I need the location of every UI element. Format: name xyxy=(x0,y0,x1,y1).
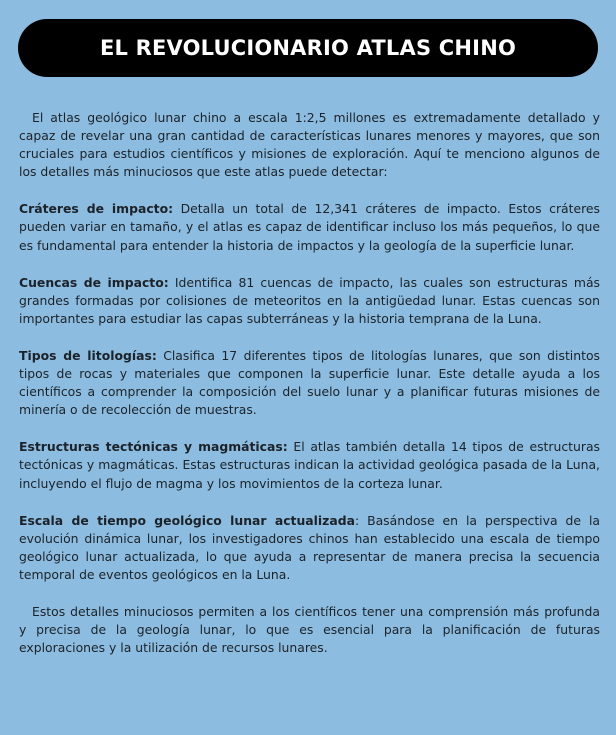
section-paragraph xyxy=(19,347,600,419)
intro-paragraph: El atlas geológico lunar chino a escala 1:2,5 millones es extremadamente detallado y capaz de revelar una gran cantidad de características lunares menores y mayores, que son cruciales para estudios científicos y misiones de exploración. Aquí te menciono algunos de los detalles más minuciosos que este atlas puede detectar: xyxy=(19,110,600,180)
conclusion-paragraph: Estos detalles minuciosos permiten a los científicos tener una comprensión más profunda y precisa de la geología lunar, lo que es esencial para la planificación de futuras exploraciones y la utilización de recursos lunares. xyxy=(19,603,600,656)
section-text: Identifica 81 cuencas de impacto, las cuales son estructuras más grandes formadas por colisiones de meteoritos en la antigüedad lunar. Estas cuencas son importantes para estudiar las capas subterráneas y la historia temprana de la Luna. xyxy=(19,274,601,326)
section-text: Clasifica 17 diferentes tipos de litologías lunares, que son distintos tipos de rocas y materiales que componen la superficie lunar. Este detalle ayuda a los científicos a comprender la composición del suelo lunar y a planificar futuras misiones de minería o de recolección de muestras. xyxy=(19,347,600,418)
article-body xyxy=(19,109,600,676)
section-text: El atlas también detalla 14 tipos de estructuras tectónicas y magmáticas. Estas estructuras indican la actividad geológica pasada de la Luna, incluyendo el flujo de magma y los movimientos de la corteza lunar. xyxy=(19,439,601,491)
title-banner xyxy=(18,19,598,77)
section-text: Detalla un total de 12,341 cráteres de impacto. Estos cráteres pueden variar en tamaño, y el atlas es capaz de identificar incluso los más pequeños, lo que es fundamental para entender la historia de impactos y la geología de la superficie lunar. xyxy=(19,201,601,253)
section-heading: Cráteres de impacto: xyxy=(19,201,174,217)
section-paragraph xyxy=(19,274,600,328)
section-heading: Estructuras tectónicas y magmáticas: xyxy=(19,439,288,455)
section-heading: Tipos de litologías: xyxy=(19,347,157,363)
section-text: : Basándose en la perspectiva de la evolución dinámica lunar, los investigadores chinos han establecido una escala de tiempo geológico lunar actualizada, lo que ayuda a representar de manera precisa la secuencia temporal de eventos geológicos en la Luna. xyxy=(19,512,600,582)
section-paragraph xyxy=(19,438,600,492)
section-heading: Escala de tiempo geológico lunar actualizada xyxy=(19,512,355,528)
section-heading: Cuencas de impacto: xyxy=(19,274,169,290)
section-paragraph xyxy=(19,512,600,584)
section-paragraph xyxy=(19,200,600,254)
page-title: EL REVOLUCIONARIO ATLAS CHINO xyxy=(99,36,517,60)
